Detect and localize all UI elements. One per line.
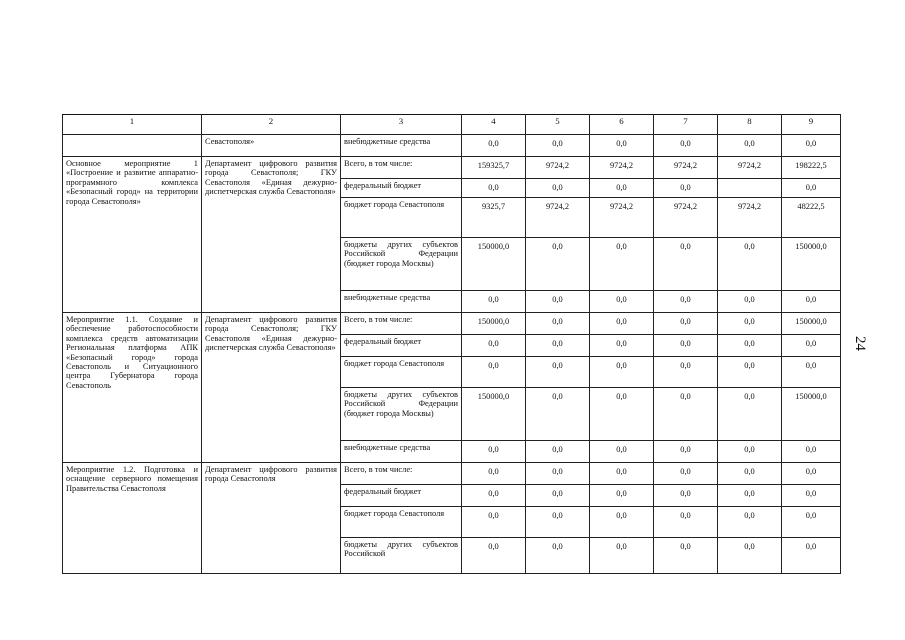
column-header: 8 xyxy=(718,115,782,135)
event-name-cell xyxy=(63,135,202,157)
value-cell: 0,0 xyxy=(462,135,526,157)
value-cell: 0,0 xyxy=(782,357,841,388)
value-cell: 0,0 xyxy=(718,507,782,538)
funding-source-cell: внебюджетные средства xyxy=(341,441,462,463)
value-cell: 9724,2 xyxy=(654,198,718,238)
value-cell: 0,0 xyxy=(526,179,590,198)
funding-source-cell: Всего, в том числе: xyxy=(341,463,462,485)
funding-source-cell: бюджет города Севастополя xyxy=(341,357,462,388)
value-cell: 9724,2 xyxy=(718,157,782,179)
value-cell: 0,0 xyxy=(654,507,718,538)
value-cell: 0,0 xyxy=(718,238,782,291)
column-number-header-row xyxy=(63,115,841,135)
value-cell: 0,0 xyxy=(526,135,590,157)
table-body xyxy=(63,115,841,574)
value-cell: 0,0 xyxy=(462,538,526,574)
executor-cell: Департамент цифрового развития города Севастополя xyxy=(202,463,341,574)
value-cell: 0,0 xyxy=(718,291,782,313)
value-cell: 0,0 xyxy=(526,238,590,291)
value-cell: 0,0 xyxy=(718,441,782,463)
column-header: 7 xyxy=(654,115,718,135)
value-cell: 0,0 xyxy=(526,335,590,357)
value-cell: 0,0 xyxy=(654,357,718,388)
value-cell: 0,0 xyxy=(590,507,654,538)
table-row xyxy=(63,463,841,485)
funding-source-cell: бюджеты других субъектов Российской xyxy=(341,538,462,574)
funding-source-cell: бюджеты других субъектов Российской Федерации (бюджет города Москвы) xyxy=(341,388,462,441)
funding-source-cell: Всего, в том числе: xyxy=(341,313,462,335)
value-cell: 0,0 xyxy=(590,313,654,335)
value-cell: 0,0 xyxy=(462,463,526,485)
value-cell: 150000,0 xyxy=(782,238,841,291)
value-cell: 0,0 xyxy=(462,441,526,463)
funding-source-cell: бюджеты других субъектов Российской Федерации (бюджет города Москвы) xyxy=(341,238,462,291)
column-header: 6 xyxy=(590,115,654,135)
value-cell: 150000,0 xyxy=(782,313,841,335)
value-cell: 0,0 xyxy=(782,463,841,485)
value-cell: 0,0 xyxy=(718,463,782,485)
value-cell: 0,0 xyxy=(782,485,841,507)
column-header: 2 xyxy=(202,115,341,135)
executor-cell: Департамент цифрового развития города Севастополя; ГКУ Севастополя «Единая дежурно-диспетчерская служба Севастополя» xyxy=(202,313,341,463)
value-cell: 48222,5 xyxy=(782,198,841,238)
value-cell: 0,0 xyxy=(718,485,782,507)
table-row xyxy=(63,135,841,157)
executor-cell: Севастополя» xyxy=(202,135,341,157)
value-cell: 150000,0 xyxy=(782,388,841,441)
budget-table xyxy=(62,114,841,574)
table-row xyxy=(63,157,841,179)
value-cell: 0,0 xyxy=(782,441,841,463)
value-cell: 0,0 xyxy=(782,179,841,198)
value-cell: 0,0 xyxy=(782,335,841,357)
value-cell xyxy=(718,179,782,198)
value-cell: 0,0 xyxy=(590,538,654,574)
value-cell: 0,0 xyxy=(590,357,654,388)
value-cell: 0,0 xyxy=(718,335,782,357)
value-cell: 9724,2 xyxy=(590,157,654,179)
funding-source-cell: бюджет города Севастополя xyxy=(341,198,462,238)
value-cell: 0,0 xyxy=(654,335,718,357)
value-cell: 0,0 xyxy=(654,313,718,335)
event-name-cell: Мероприятие 1.2. Подготовка и оснащение серверного помещения Правительства Севастополя xyxy=(63,463,202,574)
value-cell: 0,0 xyxy=(654,388,718,441)
value-cell: 0,0 xyxy=(462,179,526,198)
column-header: 1 xyxy=(63,115,202,135)
value-cell: 0,0 xyxy=(590,335,654,357)
value-cell: 0,0 xyxy=(590,179,654,198)
value-cell: 0,0 xyxy=(526,507,590,538)
value-cell: 9724,2 xyxy=(590,198,654,238)
value-cell: 0,0 xyxy=(782,538,841,574)
value-cell: 0,0 xyxy=(590,388,654,441)
value-cell: 0,0 xyxy=(590,441,654,463)
column-header: 3 xyxy=(341,115,462,135)
value-cell: 159325,7 xyxy=(462,157,526,179)
value-cell: 0,0 xyxy=(526,357,590,388)
value-cell: 0,0 xyxy=(654,538,718,574)
value-cell: 0,0 xyxy=(526,291,590,313)
value-cell: 0,0 xyxy=(462,335,526,357)
value-cell: 0,0 xyxy=(526,388,590,441)
funding-source-cell: федеральный бюджет xyxy=(341,179,462,198)
column-header: 5 xyxy=(526,115,590,135)
value-cell: 0,0 xyxy=(654,485,718,507)
value-cell: 0,0 xyxy=(718,388,782,441)
value-cell: 9724,2 xyxy=(526,157,590,179)
value-cell: 0,0 xyxy=(590,291,654,313)
value-cell: 0,0 xyxy=(782,135,841,157)
value-cell: 150000,0 xyxy=(462,238,526,291)
column-header: 4 xyxy=(462,115,526,135)
funding-source-cell: Всего, в том числе: xyxy=(341,157,462,179)
value-cell: 9724,2 xyxy=(654,157,718,179)
value-cell: 0,0 xyxy=(654,135,718,157)
table-row xyxy=(63,313,841,335)
value-cell: 9724,2 xyxy=(526,198,590,238)
value-cell: 0,0 xyxy=(590,485,654,507)
value-cell: 0,0 xyxy=(526,463,590,485)
funding-source-cell: бюджет города Севастополя xyxy=(341,507,462,538)
event-name-cell: Мероприятие 1.1. Создание и обеспечение работоспособности комплекса средств автоматизации Региональная платформа АПК «Безопасный город» города Севастополь и Ситуационного центра Губернатора города Севастополь xyxy=(63,313,202,463)
value-cell: 0,0 xyxy=(654,238,718,291)
value-cell: 0,0 xyxy=(462,291,526,313)
value-cell: 0,0 xyxy=(526,313,590,335)
value-cell: 0,0 xyxy=(654,291,718,313)
funding-source-cell: внебюджетные средства xyxy=(341,291,462,313)
value-cell: 0,0 xyxy=(718,135,782,157)
value-cell: 9724,2 xyxy=(718,198,782,238)
value-cell: 0,0 xyxy=(590,238,654,291)
value-cell: 0,0 xyxy=(782,507,841,538)
value-cell: 0,0 xyxy=(718,357,782,388)
value-cell: 0,0 xyxy=(526,441,590,463)
budget-table-container xyxy=(62,114,841,574)
value-cell: 0,0 xyxy=(654,441,718,463)
value-cell: 150000,0 xyxy=(462,388,526,441)
event-name-cell: Основное мероприятие 1 «Построение и развитие аппаратно-программного комплекса «Безопасный город» на территории города Севастополя» xyxy=(63,157,202,313)
value-cell: 0,0 xyxy=(718,313,782,335)
executor-cell: Департамент цифрового развития города Севастополя; ГКУ Севастополя «Единая дежурно-диспетчерская служба Севастополя» xyxy=(202,157,341,313)
value-cell: 0,0 xyxy=(590,463,654,485)
value-cell: 0,0 xyxy=(462,485,526,507)
funding-source-cell: федеральный бюджет xyxy=(341,485,462,507)
value-cell: 0,0 xyxy=(462,507,526,538)
value-cell: 0,0 xyxy=(462,357,526,388)
value-cell: 0,0 xyxy=(654,463,718,485)
value-cell: 0,0 xyxy=(526,538,590,574)
value-cell: 9325,7 xyxy=(462,198,526,238)
funding-source-cell: внебюджетные средства xyxy=(341,135,462,157)
value-cell: 0,0 xyxy=(654,179,718,198)
value-cell: 0,0 xyxy=(590,135,654,157)
value-cell: 150000,0 xyxy=(462,313,526,335)
funding-source-cell: федеральный бюджет xyxy=(341,335,462,357)
value-cell: 0,0 xyxy=(718,538,782,574)
page-number: 24 xyxy=(852,336,868,351)
value-cell: 0,0 xyxy=(782,291,841,313)
value-cell: 0,0 xyxy=(526,485,590,507)
column-header: 9 xyxy=(782,115,841,135)
value-cell: 198222,5 xyxy=(782,157,841,179)
